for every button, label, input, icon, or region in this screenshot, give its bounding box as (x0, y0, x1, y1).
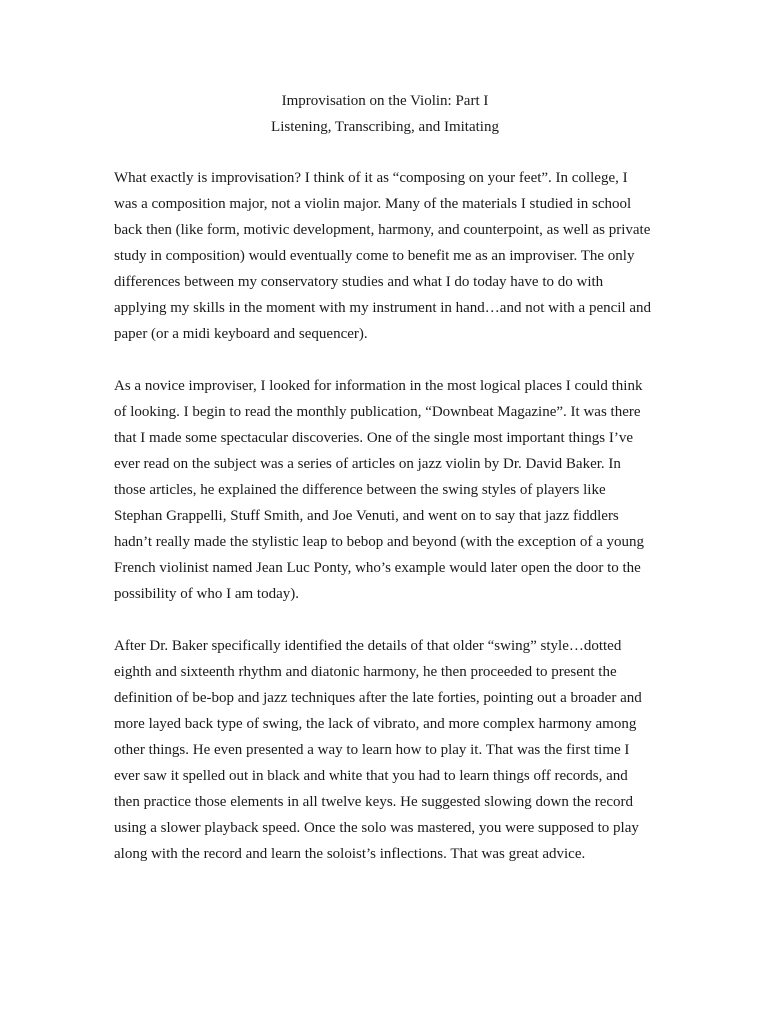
text-line: applying my skills in the moment with my instrument in hand…and not with a pencil and (114, 300, 652, 316)
text-line: back then (like form, motivic development, harmony, and counterpoint, as well as private (114, 222, 651, 238)
text-line: eighth and sixteenth rhythm and diatonic harmony, he then proceeded to present the (114, 664, 617, 680)
text-line: As a novice improviser, I looked for information in the most logical places I could think (114, 378, 643, 394)
text-line: more layed back type of swing, the lack of vibrato, and more complex harmony among (114, 716, 637, 732)
text-line: ever read on the subject was a series of articles on jazz violin by Dr. David Baker. In (114, 456, 621, 472)
title-line: Improvisation on the Violin: Part I (281, 93, 489, 109)
text-line: Stephan Grappelli, Stuff Smith, and Joe Venuti, and went on to say that jazz fiddlers (114, 508, 619, 524)
text-line: other things. He even presented a way to learn how to play it. That was the first time I (114, 742, 630, 758)
text-line: possibility of who I am today). (114, 586, 299, 602)
paragraph (114, 373, 656, 607)
text-line: French violinist named Jean Luc Ponty, who’s example would later open the door to the (114, 560, 641, 576)
text-line: study in composition) would eventually come to benefit me as an improviser. The only (114, 248, 635, 264)
text-line: definition of be-bop and jazz techniques after the late forties, pointing out a broader and (114, 690, 642, 706)
text-line: that I made some spectacular discoveries. One of the single most important things I’ve (114, 430, 634, 446)
text-line: ever saw it spelled out in black and white that you had to learn things off records, and (114, 768, 628, 784)
text-line: of looking. I begin to read the monthly publication, “Downbeat Magazine”. It was there (114, 404, 641, 420)
text-line: was a composition major, not a violin major. Many of the materials I studied in school (114, 196, 632, 212)
document-body (114, 165, 656, 893)
text-line: then practice those elements in all twelve keys. He suggested slowing down the record (114, 794, 634, 810)
text-line: After Dr. Baker specifically identified the details of that older “swing” style…dotted (114, 638, 622, 654)
text-line: using a slower playback speed. Once the solo was mastered, you were supposed to play (114, 820, 639, 836)
paragraph (114, 165, 656, 347)
subtitle-line: Listening, Transcribing, and Imitating (271, 119, 499, 135)
text-line: those articles, he explained the difference between the swing styles of players like (114, 482, 606, 498)
text-line: paper (or a midi keyboard and sequencer). (114, 326, 368, 342)
paragraph (114, 633, 656, 867)
text-line: hadn’t really made the stylistic leap to bebop and beyond (with the exception of a young (114, 534, 644, 550)
text-line: differences between my conservatory studies and what I do today have to do with (114, 274, 604, 290)
document-title (0, 88, 768, 140)
text-line: along with the record and learn the soloist’s inflections. That was great advice. (114, 846, 586, 862)
text-line: What exactly is improvisation? I think of it as “composing on your feet”. In college, I (114, 170, 628, 186)
